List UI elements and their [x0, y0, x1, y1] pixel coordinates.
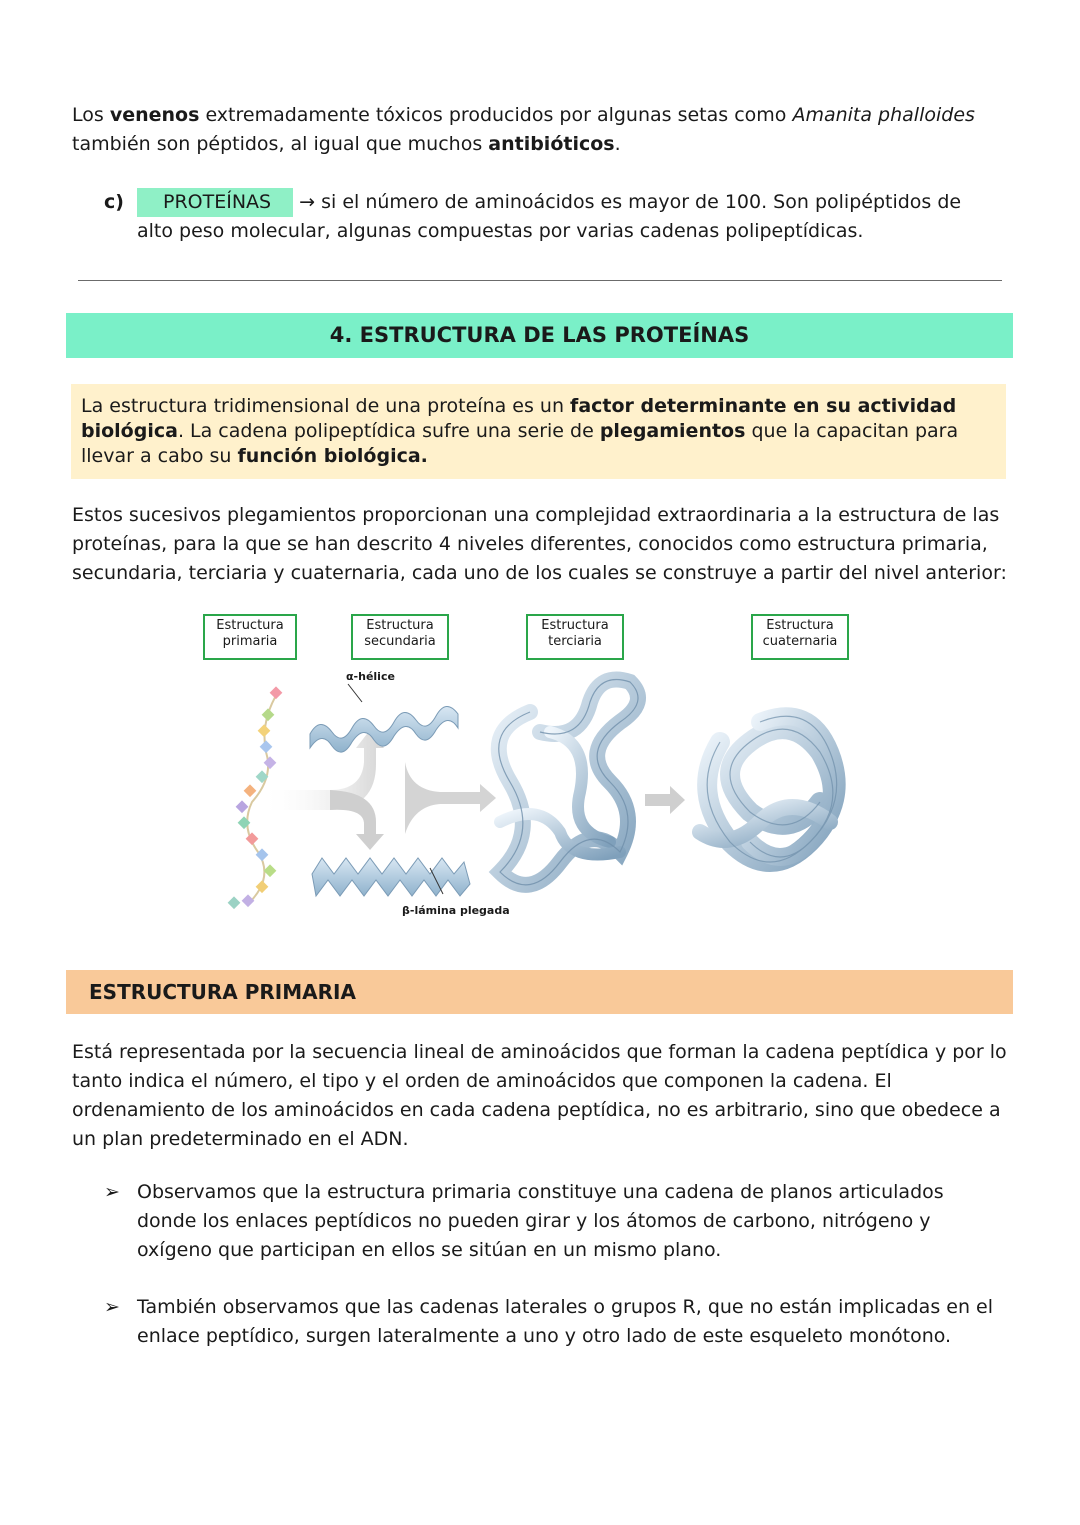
arrow-bullet-icon: ➢ — [104, 1296, 120, 1318]
divider — [78, 280, 1002, 281]
list-item: ➢ Observamos que la estructura primaria constituye una cadena de planos articulados donde los enlaces peptídicos no pueden girar y los átomos de carbono, nitrógeno y oxígeno que participan en ellos se sitúan en un mismo plano. — [104, 1178, 1004, 1265]
list-item-proteinas — [104, 188, 984, 246]
proteinas-description: → si el número de aminoácidos es mayor de 100. Son polipéptidos de alto peso molecular, algunas compuestas por varias cadenas polipeptídicas. — [137, 191, 962, 242]
intro-paragraph: Los venenos extremadamente tóxicos producidos por algunas setas como Amanita phalloides también son péptidos, al igual que muchos antibióticos. — [72, 104, 975, 155]
arrow-bullet-icon: ➢ — [104, 1181, 120, 1203]
protein-structure-illustration — [200, 612, 880, 932]
section-title: 4. ESTRUCTURA DE LAS PROTEÍNAS — [66, 313, 1013, 358]
levels-paragraph: Estos sucesivos plegamientos proporcionan una complejidad extraordinaria a la estructura de las proteínas, para la que se han descrito 4 niveles diferentes, conocidos como estructura primaria, secundaria, terciaria y cuaternaria, cada uno de los cuales se construye a partir del nivel anterior: — [72, 504, 1007, 584]
label-primary-structure: Estructura primaria — [203, 614, 297, 660]
list-item: ➢ También observamos que las cadenas laterales o grupos R, que no están implicadas en el enlace peptídico, surgen lateralmente a uno y otro lado de este esqueleto monótono. — [104, 1293, 1004, 1351]
tertiary-structure-icon — [499, 680, 638, 885]
label-tertiary-structure: Estructura terciaria — [526, 614, 624, 660]
alpha-helix-icon — [310, 706, 458, 752]
quaternary-structure-icon — [700, 716, 837, 862]
primary-structure-paragraph: Está representada por la secuencia lineal de aminoácidos que forman la cadena peptídica y por lo tanto indica el número, el tipo y el orden de aminoácidos que componen la cadena. El ordenamiento de los aminoácidos en cada cadena peptídica, no es arbitrario, sino que obedece a un plan predeterminado en el ADN. — [72, 1041, 1007, 1150]
label-secondary-structure: Estructura secundaria — [351, 614, 449, 660]
beta-sheet-caption: β-lámina plegada — [402, 904, 510, 917]
proteinas-badge: PROTEÍNAS — [137, 188, 293, 217]
label-quaternary-structure: Estructura cuaternaria — [751, 614, 849, 660]
key-concept-box: La estructura tridimensional de una proteína es un factor determinante en su actividad biológica. La cadena polipeptídica sufre una serie de plegamientos que la capacitan para llevar a cabo su función biológica. — [71, 384, 1006, 479]
beta-sheet-icon — [312, 858, 470, 896]
alpha-helix-caption: α-hélice — [346, 670, 395, 683]
protein-structure-figure — [200, 612, 880, 932]
primary-structure-header: ESTRUCTURA PRIMARIA — [66, 970, 1013, 1014]
list-marker: c) — [104, 191, 124, 213]
